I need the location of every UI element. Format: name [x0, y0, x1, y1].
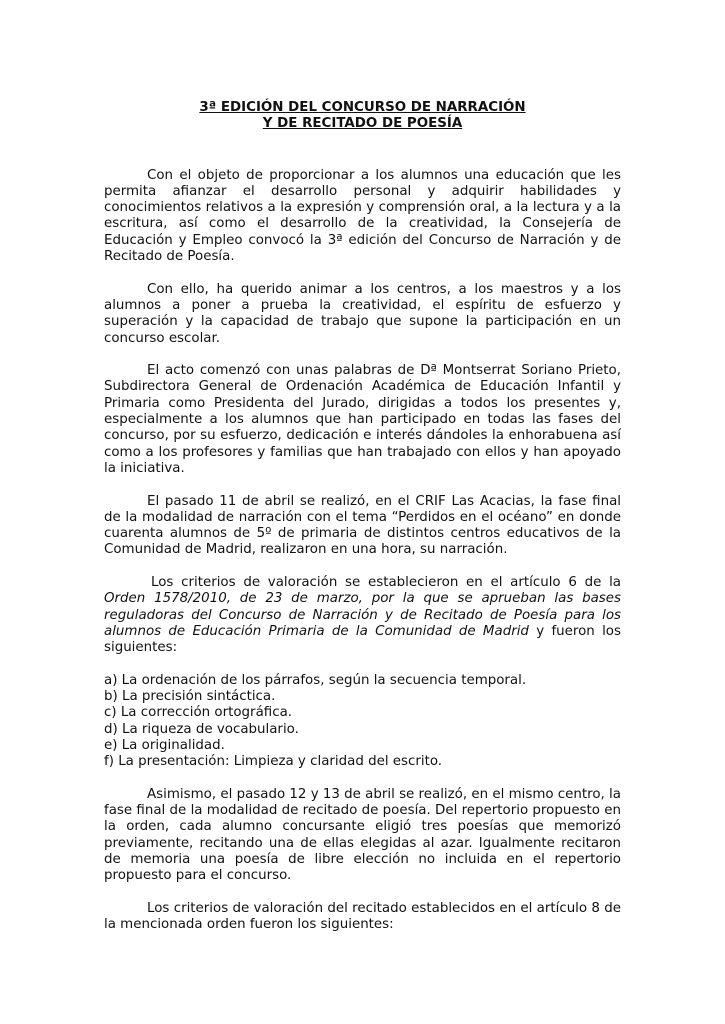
paragraph-acto: El acto comenzó con unas palabras de Dª Montserrat Soriano Prieto, Subdirectora General de Ordenación Académica de Educación Infantil y Primaria como Presidenta del Jurado, dirigidas a todos los presentes y, especialmente a los alumnos que han participado en todas las fases del concurso, por su esfuerzo, dedicación e interés dándoles la enhorabuena así como a los profesores y familias que han trabajado con ellos y han apoyado la iniciativa.: [104, 363, 621, 476]
criterios-orden-reference: Orden 1578/2010, de 23 de marzo, por la que se aprueban las bases reguladoras del Concurso de Narración y de Recitado de Poesía para los alumnos de Educación Primaria de la Comunidad de Madrid: [104, 591, 621, 639]
list-item: a) La ordenación de los párrafos, según la secuencia temporal.: [104, 672, 527, 688]
title-line-1: 3ª EDICIÓN DEL CONCURSO DE NARRACIÓN: [199, 100, 526, 115]
list-item: f) La presentación: Limpieza y claridad del escrito.: [104, 754, 443, 770]
list-item: e) La originalidad.: [104, 737, 225, 753]
title-line-2: Y DE RECITADO DE POESÍA: [262, 116, 463, 132]
document-title: [104, 100, 621, 133]
paragraph-criterios: [104, 575, 621, 656]
criteria-list: [104, 673, 621, 771]
paragraph-objetivo: Con el objeto de proporcionar a los alumnos una educación que les permita afianzar el desarrollo personal y adquirir habilidades y conocimientos relativos a la expresión y comprensión oral, a la lectura y a la escritura, así como el desarrollo de la creatividad, la Consejería de Educación y Empleo convocó la 3ª edición del Concurso de Narración y de Recitado de Poesía.: [104, 167, 621, 265]
criterios-text-before: Los criterios de valoración se establecieron en el artículo 6 de la: [151, 575, 621, 591]
paragraph-recitado: Asimismo, el pasado 12 y 13 de abril se realizó, en el mismo centro, la fase final de la modalidad de recitado de poesía. Del repertorio propuesto en la orden, cada alumno concursante eligió tres poesías que memorizó previamente, recitando una de ellas elegidas al azar. Igualmente recitaron de memoria una poesía de libre elección no incluida en el repertorio propuesto para el concurso.: [104, 786, 621, 884]
list-item: d) La riqueza de vocabulario.: [104, 721, 299, 737]
paragraph-animar: Con ello, ha querido animar a los centros, a los maestros y a los alumnos a poner a prueba la creatividad, el espíritu de esfuerzo y superación y la capacidad de trabajo que supone la participación en un concurso escolar.: [104, 281, 621, 346]
document-body: [104, 100, 621, 950]
list-item: b) La precisión sintáctica.: [104, 689, 276, 705]
criterios-text-after: y fueron los siguientes:: [104, 623, 621, 656]
list-item: c) La corrección ortográfica.: [104, 705, 293, 721]
paragraph-criterios-recitado: Los criterios de valoración del recitado establecidos en el artículo 8 de la mencionada orden fueron los siguientes:: [104, 900, 621, 933]
paragraph-narracion: El pasado 11 de abril se realizó, en el CRIF Las Acacias, la fase final de la modalidad de narración con el tema “Perdidos en el océano” en donde cuarenta alumnos de 5º de primaria de distintos centros educativos de la Comunidad de Madrid, realizaron en una hora, su narración.: [104, 493, 621, 558]
